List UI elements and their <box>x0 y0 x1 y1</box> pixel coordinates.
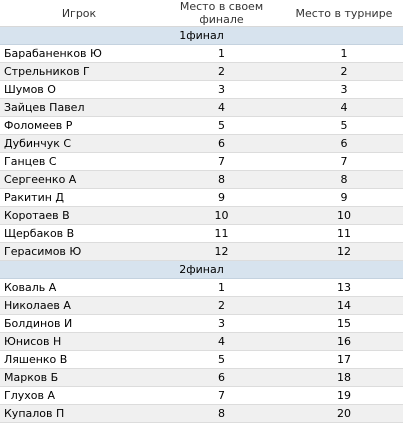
table-row <box>0 81 403 99</box>
final-place-cell: 2 <box>158 297 285 315</box>
table-row <box>0 45 403 63</box>
table-row <box>0 63 403 81</box>
player-name-cell: Щербаков В <box>0 225 158 243</box>
table-row <box>0 99 403 117</box>
final-place-cell: 1 <box>158 45 285 63</box>
player-name-cell: Стрельников Г <box>0 63 158 81</box>
final-place-cell: 6 <box>158 135 285 153</box>
tournament-place-cell: 1 <box>285 45 403 63</box>
player-name-cell: Марков Б <box>0 369 158 387</box>
player-name-cell: Юнисов Н <box>0 333 158 351</box>
tournament-place-cell: 20 <box>285 405 403 423</box>
player-name-cell: Герасимов Ю <box>0 243 158 261</box>
table-row <box>0 243 403 261</box>
table-row <box>0 369 403 387</box>
final-place-cell: 3 <box>158 315 285 333</box>
player-name-cell: Коваль А <box>0 279 158 297</box>
final-place-cell: 11 <box>158 225 285 243</box>
tournament-place-cell: 16 <box>285 333 403 351</box>
header-player: Игрок <box>0 0 158 27</box>
player-name-cell: Ляшенко В <box>0 351 158 369</box>
tournament-place-cell: 12 <box>285 243 403 261</box>
table-row <box>0 117 403 135</box>
tournament-place-cell: 7 <box>285 153 403 171</box>
table-row <box>0 333 403 351</box>
group-header-row <box>0 261 403 279</box>
tournament-place-cell: 11 <box>285 225 403 243</box>
table-body <box>0 27 403 423</box>
table-row <box>0 315 403 333</box>
tournament-place-cell: 10 <box>285 207 403 225</box>
final-place-cell: 2 <box>158 63 285 81</box>
table-row <box>0 225 403 243</box>
player-name-cell: Сергеенко А <box>0 171 158 189</box>
header-final-place: Место в своем финале <box>158 0 285 27</box>
tournament-place-cell: 6 <box>285 135 403 153</box>
header-row <box>0 0 403 27</box>
player-name-cell: Фоломеев Р <box>0 117 158 135</box>
table-row <box>0 153 403 171</box>
tournament-place-cell: 19 <box>285 387 403 405</box>
table-row <box>0 171 403 189</box>
table-row <box>0 279 403 297</box>
player-name-cell: Дубинчук С <box>0 135 158 153</box>
tournament-place-cell: 4 <box>285 99 403 117</box>
tournament-place-cell: 14 <box>285 297 403 315</box>
final-place-cell: 4 <box>158 333 285 351</box>
final-place-cell: 5 <box>158 117 285 135</box>
player-name-cell: Ганцев С <box>0 153 158 171</box>
group-title: 1финал <box>0 27 403 45</box>
player-name-cell: Барабаненков Ю <box>0 45 158 63</box>
tournament-place-cell: 17 <box>285 351 403 369</box>
final-place-cell: 3 <box>158 81 285 99</box>
tournament-place-cell: 5 <box>285 117 403 135</box>
final-place-cell: 6 <box>158 369 285 387</box>
group-title: 2финал <box>0 261 403 279</box>
final-place-cell: 5 <box>158 351 285 369</box>
final-place-cell: 1 <box>158 279 285 297</box>
player-name-cell: Купалов П <box>0 405 158 423</box>
player-name-cell: Болдинов И <box>0 315 158 333</box>
tournament-place-cell: 9 <box>285 189 403 207</box>
tournament-place-cell: 2 <box>285 63 403 81</box>
final-place-cell: 8 <box>158 405 285 423</box>
final-place-cell: 9 <box>158 189 285 207</box>
tournament-place-cell: 13 <box>285 279 403 297</box>
player-name-cell: Коротаев В <box>0 207 158 225</box>
tournament-place-cell: 3 <box>285 81 403 99</box>
final-place-cell: 7 <box>158 153 285 171</box>
table-row <box>0 135 403 153</box>
tournament-place-cell: 15 <box>285 315 403 333</box>
final-place-cell: 12 <box>158 243 285 261</box>
header-tournament-place: Место в турнире <box>285 0 403 27</box>
table-row <box>0 189 403 207</box>
tournament-place-cell: 8 <box>285 171 403 189</box>
table-row <box>0 207 403 225</box>
final-place-cell: 7 <box>158 387 285 405</box>
tournament-place-cell: 18 <box>285 369 403 387</box>
table-row <box>0 387 403 405</box>
table-row <box>0 297 403 315</box>
group-header-row <box>0 27 403 45</box>
final-place-cell: 8 <box>158 171 285 189</box>
player-name-cell: Шумов О <box>0 81 158 99</box>
table-row <box>0 351 403 369</box>
final-place-cell: 10 <box>158 207 285 225</box>
player-name-cell: Николаев А <box>0 297 158 315</box>
player-name-cell: Зайцев Павел <box>0 99 158 117</box>
final-place-cell: 4 <box>158 99 285 117</box>
player-name-cell: Ракитин Д <box>0 189 158 207</box>
player-name-cell: Глухов А <box>0 387 158 405</box>
